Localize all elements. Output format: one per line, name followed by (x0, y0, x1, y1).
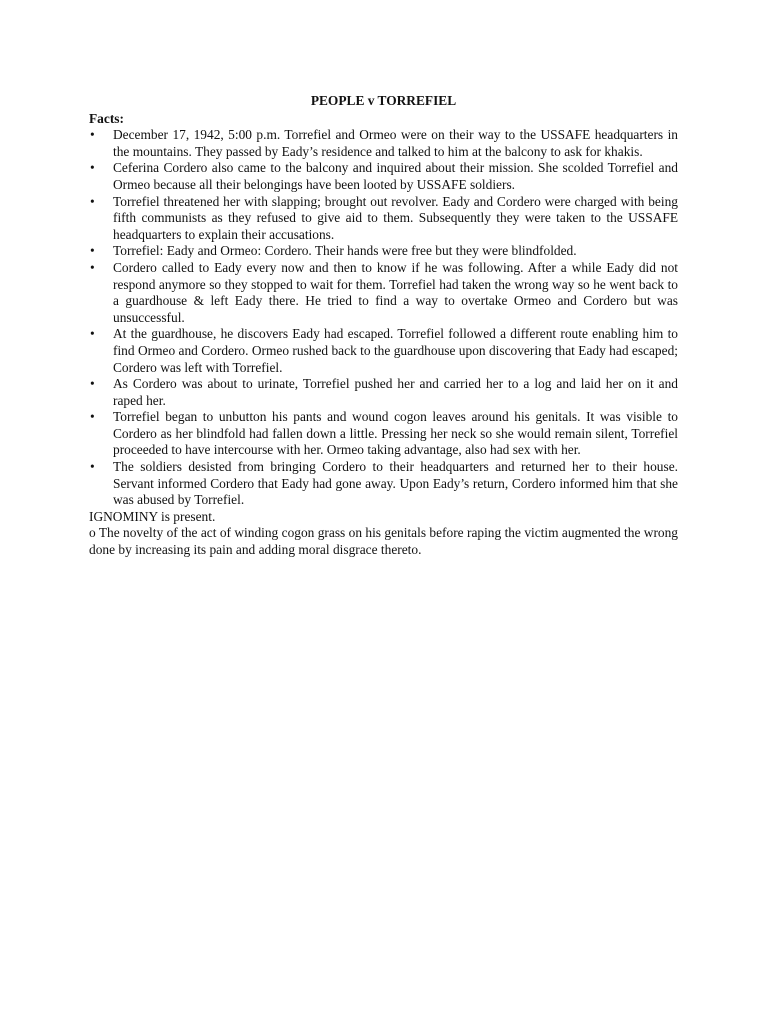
fact-text: Cordero called to Eady every now and then to know if he was following. After a while Eady did not respond anymore so they stopped to wait for them. Torrefiel had taken the wrong way so he went back to a guardhouse & left Eady there. He tried to find a way to overtake Ormeo and Cordero but was unsuccessful. (113, 259, 678, 325)
fact-item (89, 376, 678, 409)
fact-text: Torrefiel began to unbutton his pants and wound cogon leaves around his genitals. It was visible to Cordero as her blindfold had fallen down a little. Pressing her neck so she would remain silent, Torrefiel proceeded to have intercourse with her. Ormeo taking advantage, also had sex with her. (113, 409, 678, 458)
fact-item (89, 243, 678, 260)
fact-item (89, 409, 678, 459)
bullet-icon: • (90, 376, 95, 392)
bullet-icon: • (90, 326, 95, 342)
fact-text: At the guardhouse, he discovers Eady had escaped. Torrefiel followed a different route enabling him to find Ormeo and Cordero. Ormeo rushed back to the guardhouse upon discovering that Eady had escaped; Cordero was left with Torrefiel. (113, 326, 678, 375)
bullet-icon: • (90, 459, 95, 475)
bullet-icon: • (90, 409, 95, 425)
fact-text: Torrefiel threatened her with slapping; brought out revolver. Eady and Cordero were charged with being fifth communists as they refused to give aid to them. Subsequently they were taken to the USSAFE headquarters to explain their accusations. (113, 193, 678, 242)
facts-heading: Facts: (89, 110, 124, 126)
bullet-icon: • (90, 193, 95, 209)
bullet-icon: • (90, 160, 95, 176)
fact-item (89, 127, 678, 160)
conclusion-paragraph: o The novelty of the act of winding cogon grass on his genitals before raping the victim augmented the wrong done by increasing its pain and adding moral disgrace thereto. (89, 525, 678, 558)
fact-text: December 17, 1942, 5:00 p.m. Torrefiel and Ormeo were on their way to the USSAFE headquarters in the mountains. They passed by Eady’s residence and talked to him at the balcony to ask for khakis. (113, 127, 678, 159)
fact-text: As Cordero was about to urinate, Torrefiel pushed her and carried her to a log and laid her on it and raped her. (113, 376, 678, 408)
document-page (89, 93, 678, 559)
facts-list (89, 127, 678, 509)
bullet-icon: • (90, 243, 95, 259)
fact-item (89, 260, 678, 326)
fact-item (89, 326, 678, 376)
document-title: PEOPLE v TORREFIEL (310, 93, 457, 108)
fact-text: Torrefiel: Eady and Ormeo: Cordero. Their hands were free but they were blindfolded. (113, 243, 577, 259)
fact-text: The soldiers desisted from bringing Cordero to their headquarters and returned her to their house. Servant informed Cordero that Eady had gone away. Upon Eady’s return, Cordero informed him that she was abused by Torrefiel. (113, 459, 678, 508)
fact-item (89, 160, 678, 193)
fact-item (89, 194, 678, 244)
bullet-icon: • (90, 127, 95, 143)
ignominy-line: IGNOMINY is present. (89, 508, 216, 524)
bullet-icon: • (90, 259, 95, 275)
fact-item (89, 459, 678, 509)
fact-text: Ceferina Cordero also came to the balcony and inquired about their mission. She scolded Torrefiel and Ormeo because all their belongings have been looted by USSAFE soldiers. (113, 160, 678, 192)
